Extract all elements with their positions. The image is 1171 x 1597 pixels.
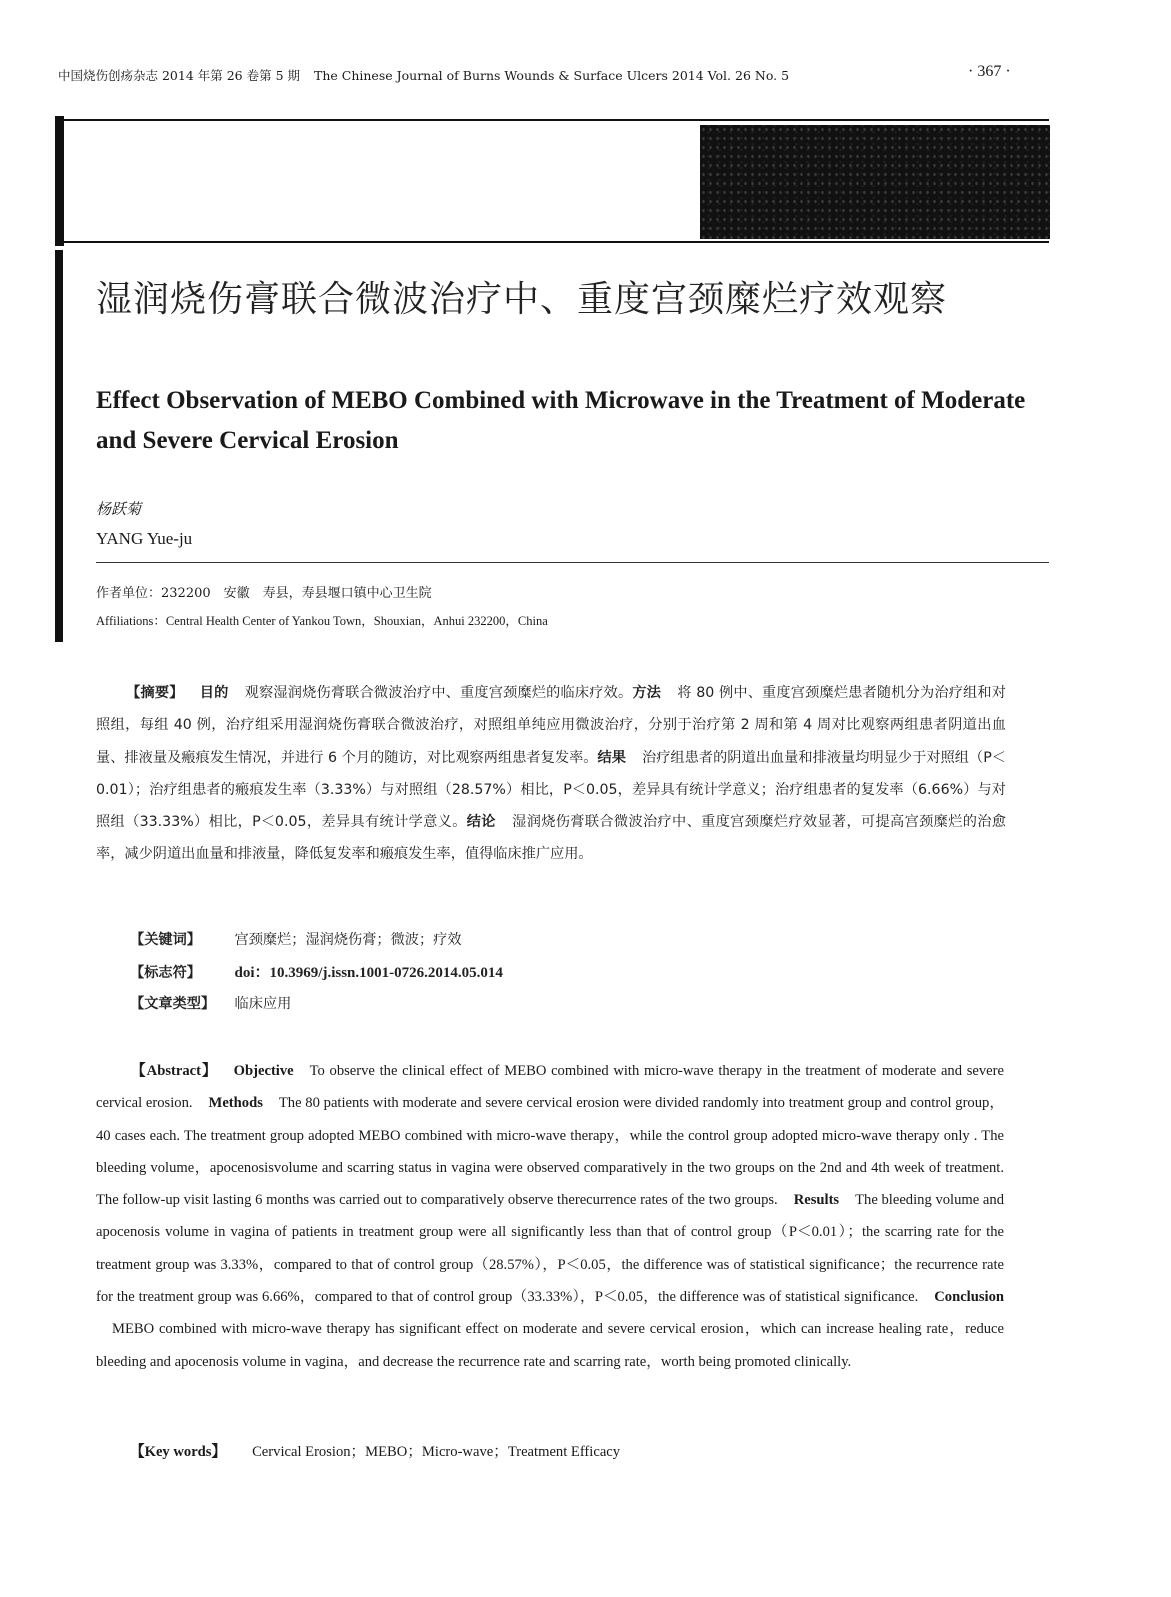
keywords-cn-label: 【关键词】 [130, 932, 201, 948]
abstract-english [96, 1055, 1004, 1378]
journal-name-chinese: 中国烧伤创疡杂志 2014 年第 26 卷第 5 期 [58, 68, 301, 83]
banner-left-bar [55, 116, 64, 246]
author-chinese: 杨跃菊 [96, 500, 142, 518]
keywords-en-label: 【Key words】 [130, 1444, 227, 1460]
title-side-bar [55, 250, 63, 642]
abstract-cn-conclusion-label: 结论 [466, 814, 496, 831]
abstract-en-results-label: Results [793, 1192, 840, 1209]
abstract-cn-results-label: 结果 [597, 749, 626, 766]
abstract-cn-objective: 观察湿润烧伤膏联合微波治疗中、重度宫颈糜烂的临床疗效。 [244, 685, 633, 701]
article-type-cn-label: 【文章类型】 [130, 996, 216, 1012]
abstract-en-objective-label: Objective [233, 1063, 294, 1079]
keywords-cn-value: 宫颈糜烂；湿润烧伤膏；微波；疗效 [234, 932, 462, 948]
title-english: Effect Observation of MEBO Combined with Microwave in the Treatment of Moderate and Severe Cervical Erosion [96, 387, 1026, 454]
abstract-en-conclusion-label: Conclusion [934, 1289, 1004, 1306]
affiliation-english: Affiliations：Central Health Center of Yankou Town，Shouxian，Anhui 232200，China [96, 614, 548, 628]
page-number: · 367 · [968, 63, 1011, 80]
keywords-english [130, 1440, 620, 1461]
abstract-en-methods: The 80 patients with moderate and severe cervical erosion were divided randomly into treatment group and control group，40 cases each. The treatment group adopted MEBO combined with micro-wave therapy，while the control group adopted micro-wave therapy only . The bleeding volume，apocenosisvolume and scarring status in vagina were observed comparatively in the two groups on the 2nd and 4th week of treatment. The follow-up visit lasting 6 months was carried out to comparatively observe therecurrence rates of the two groups. [96, 1095, 1005, 1209]
abstract-en-conclusion: MEBO combined with micro-wave therapy has significant effect on moderate and severe cervical erosion，which can increase healing rate，reduce bleeding and apocenosis volume in vagina，and decrease the recurrence rate and scarring rate，worth being promoted clinically. [96, 1321, 1004, 1370]
abstract-en-methods-label: Methods [208, 1095, 263, 1112]
affiliation-chinese: 作者单位：232200 安徽 寿县，寿县堰口镇中心卫生院 [96, 586, 432, 601]
abstract-cn-methods-label: 方法 [632, 685, 662, 701]
journal-name-english: The Chinese Journal of Burns Wounds & Surface Ulcers 2014 Vol. 26 No. 5 [314, 68, 790, 83]
article-type-cn-value: 临床应用 [234, 996, 292, 1012]
article-type-chinese [130, 993, 291, 1013]
banner-top-rule [64, 119, 1049, 121]
keywords-chinese [130, 929, 462, 949]
author-divider [96, 562, 1049, 563]
keywords-en-value: Cervical Erosion；MEBO；Micro-wave；Treatment Efficacy [252, 1444, 621, 1460]
abstract-en-results: The bleeding volume and apocenosis volume in vagina of patients in treatment group were all significantly less than that of control group（P＜0.01）；the scarring rate for the treatment group was 3.33%，compared to that of control group（28.57%），P＜0.05，the difference was of statistical significance；the recurrence rate for the treatment group was 6.66%，compared to that of control group（33.33%），P＜0.05，the difference was of statistical significance. [96, 1192, 1004, 1306]
identifier-chinese [130, 961, 503, 982]
abstract-cn-label: 【摘要】 [126, 685, 184, 701]
abstract-cn-results: 治疗组患者的阴道出血量和排液量均明显少于对照组（P＜0.01）；治疗组患者的瘢痕发生率（3.33%）与对照组（28.57%）相比，P＜0.05，差异具有统计学意义；治疗组患者的复发率（6.66%）与对照组（33.33%）相比，P＜0.05，差异具有统计学意义。 [96, 749, 1006, 831]
abstract-cn-methods: 将 80 例中、重度宫颈糜烂患者随机分为治疗组和对照组，每组 40 例，治疗组采用湿润烧伤膏联合微波治疗，对照组单纯应用微波治疗，分别于治疗第 2 周和第 4 周对比观察两组患者阴道出血量、排液量及瘢痕发生情况，并进行 6 个月的随访，对比观察两组患者复发率。 [96, 685, 1006, 766]
banner-bottom-rule [64, 241, 1049, 243]
running-header [58, 66, 868, 84]
banner-dark-block [700, 125, 1050, 239]
author-english: YANG Yue-ju [96, 529, 193, 548]
abstract-en-label: 【Abstract】 [130, 1063, 218, 1079]
title-chinese: 湿润烧伤膏联合微波治疗中、重度宫颈糜烂疗效观察 [96, 279, 948, 320]
abstract-chinese [96, 677, 1006, 871]
identifier-cn-label: 【标志符】 [130, 965, 201, 981]
doi-value: doi：10.3969/j.issn.1001-0726.2014.05.014 [234, 965, 503, 981]
abstract-en-objective: To observe the clinical effect of MEBO combined with micro-wave therapy in the treatment of moderate and severe cervical erosion. [96, 1063, 1004, 1112]
abstract-cn-objective-label: 目的 [199, 685, 229, 701]
abstract-cn-conclusion: 湿润烧伤膏联合微波治疗中、重度宫颈糜烂疗效显著，可提高宫颈糜烂的治愈率，减少阴道出血量和排液量，降低复发率和瘢痕发生率，值得临床推广应用。 [96, 814, 1006, 863]
